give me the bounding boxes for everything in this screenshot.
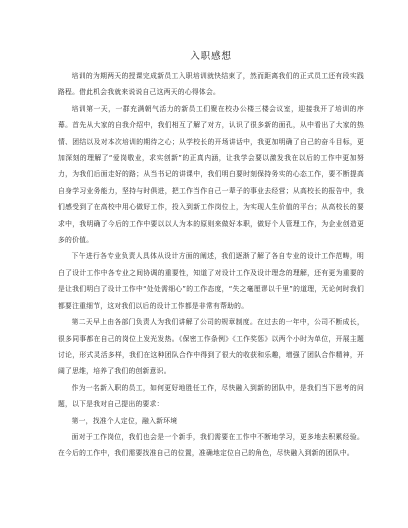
- paragraph-day-two: 第二天早上由各部门负责人为我们讲解了公司的规章制度。在过去的一年中，公司不断成长，很多同事都在自己的岗位上发光发热。《保密工作条例》《工作奖惩》以两个小时为单位，开展主题讨论，形式灵活多样，我们在这种团队合作中得到了很大的收获和乐趣，增强了团队合作精神，开阔了思维，培养了我们的创新意识。: [58, 318, 364, 376]
- document-title: 入职感想: [190, 51, 232, 62]
- section-heading: 第一，找准个人定位，融入新环境: [71, 416, 178, 425]
- paragraph-requirements: 作为一名新入职的员工，如何更好地胜任工作，尽快融入到新的团队中，是我们当下思考的问题，以下是我对自己提出的要求：: [58, 383, 364, 409]
- paragraph-final: 面对于工作岗位，我们也会是一个新手，我们需要在工作中不断地学习，更多地去积累经验。在今后的工作中，我们需要找准自己的位置，准确地定位自己的角色，尽快融入到新的团队中。: [58, 432, 364, 458]
- paragraph-day-one: 培训第一天，一群充满朝气活力的新员工们聚在校办公楼三楼会议室，迎接我开了培训的序幕。首先从大家的自我介绍中，我们相互了解了对方，认识了很多新的面孔，从中看出了大家的热情、团结以及对本次培训的期待之心；从学校长的开场讲话中，我更加明确了自己的奋斗目标，更加深刻的理解了“爱岗敬业，求实创新”的正真内涵，让我学会要以激发我在以后的工作中更加努力，为我们后面走好的路；从当书记的讲课中，我们明白要时刻保持务实的心态工作，要不断提高自身学习业务能力，坚持与时俱进，把工作当作自己一辈子的事业去经营；从高校长的报告中，我们感受到了在高校中用心做好工作，投入到新工作岗位上，为实现人生价值的平台；从高校长的要求中，我明确了今后的工作中要以以人为本的原则来做好本职，做好个人管理工作，为企业创造更多的价值。: [58, 104, 364, 245]
- paragraph-intro: 培训的为期两天的授课完成新员工入职培训就快结束了，然而距离我们的正式员工还有段实践路程。借此机会我就来说说自己这两天的心得体会。: [58, 72, 364, 97]
- paragraph-afternoon: 下午进行各专业负责人具体从设计方面的阐述，我们逐渐了解了各自专业的设计工作范畴，明白了设计工作中各专业之间协调的重要性，知道了对设计工作及设计理念的理解，还有更为重要的是让我们明白了设计工作中“处处需细心”的工作态度，“失之毫厘谬以千里”的道理，无论何时我们都要注重细节，这对我们以后的设计工作都是非常有帮助的。: [58, 252, 364, 310]
